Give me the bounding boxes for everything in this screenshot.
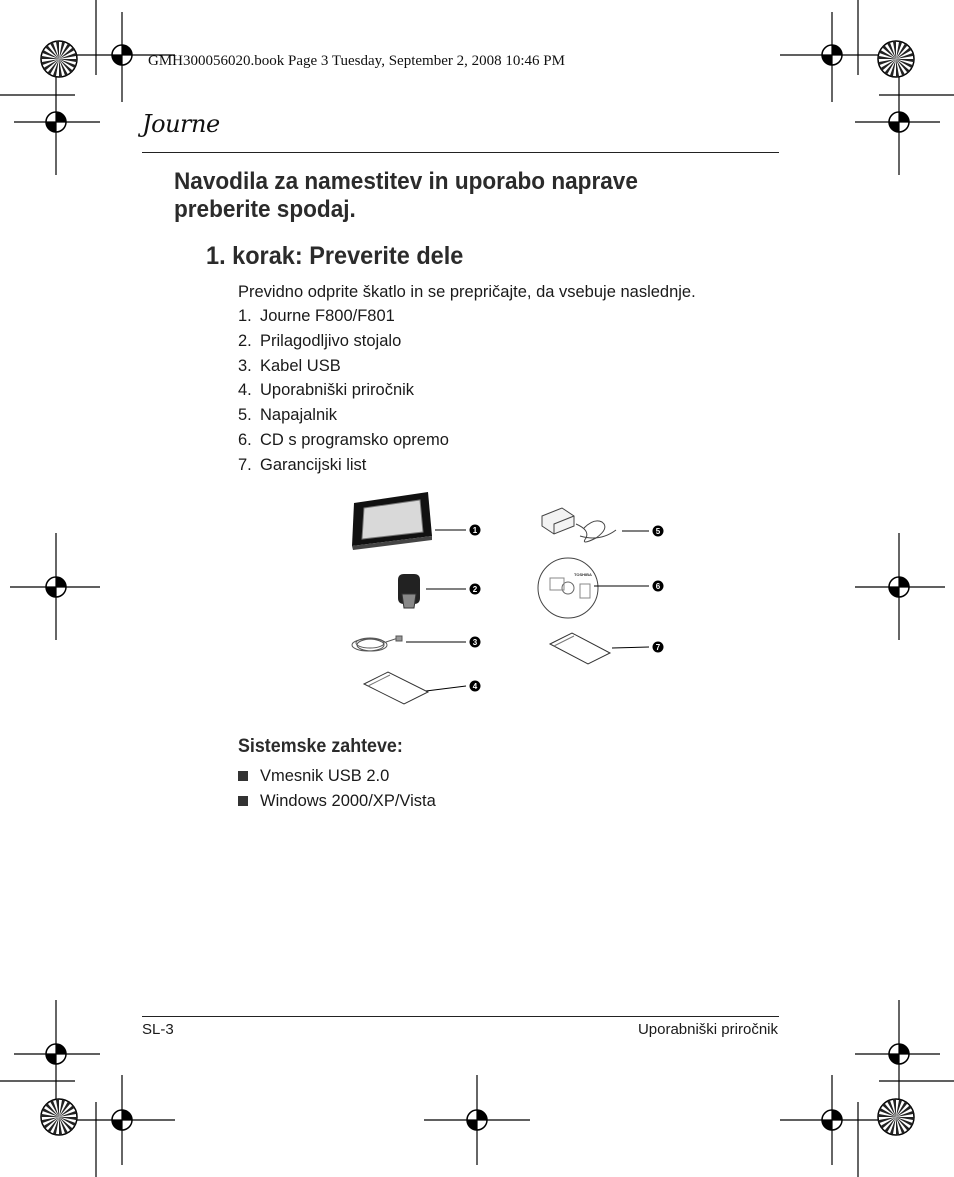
square-bullet-icon — [238, 796, 248, 806]
stand-image — [398, 574, 420, 608]
cd-image — [538, 558, 598, 618]
callout-1: 1 — [472, 526, 478, 535]
power-adapter-image — [542, 508, 616, 542]
footer-rule — [142, 1016, 779, 1017]
callout-5: 5 — [655, 527, 661, 536]
page-title: Navodila za namestitev in uporabo naprave preberite spodaj. — [174, 168, 638, 223]
photo-frame-image — [352, 492, 432, 550]
square-bullet-icon — [238, 771, 248, 781]
system-requirements-list — [238, 766, 436, 816]
usb-cable-image — [352, 636, 402, 651]
callout-7: 7 — [655, 643, 661, 652]
book-file-info: GMH300056020.book Page 3 Tuesday, September 2, 2008 10:46 PM — [148, 53, 565, 69]
warranty-card-image — [550, 633, 610, 664]
callout-4: 4 — [472, 682, 478, 691]
list-item: 4. Uporabniški priročnik — [238, 381, 415, 400]
parts-list — [238, 305, 449, 479]
list-item: 5. Napajalnik — [238, 406, 338, 425]
system-requirements-title: Sistemske zahteve: — [238, 736, 403, 757]
list-item: Vmesnik USB 2.0 — [238, 766, 436, 791]
callout-2: 2 — [472, 585, 478, 594]
list-item: 2. Prilagodljivo stojalo — [238, 331, 402, 350]
page-number: SL-3 — [142, 1021, 174, 1038]
list-item: 3. Kabel USB — [238, 356, 341, 375]
parts-illustration — [340, 486, 670, 716]
list-item: 1. Journe F800/F801 — [238, 307, 395, 325]
callout-3: 3 — [472, 638, 478, 647]
step-title: 1. korak: Preverite dele — [206, 242, 464, 270]
user-manual-image — [364, 672, 428, 704]
callout-6: 6 — [655, 582, 661, 591]
header-rule — [142, 152, 779, 153]
cd-brand: TOSHIBA — [574, 572, 592, 577]
step-intro: Previdno odprite škatlo in se prepričajte, da vsebuje naslednje. — [238, 283, 696, 301]
list-item: 7. Garancijski list — [238, 455, 367, 474]
list-item: 6. CD s programsko opremo — [238, 430, 449, 449]
journe-logo: Journe — [142, 110, 220, 138]
footer-manual-title: Uporabniški priročnik — [637, 1021, 778, 1038]
list-item: Windows 2000/XP/Vista — [238, 791, 436, 816]
